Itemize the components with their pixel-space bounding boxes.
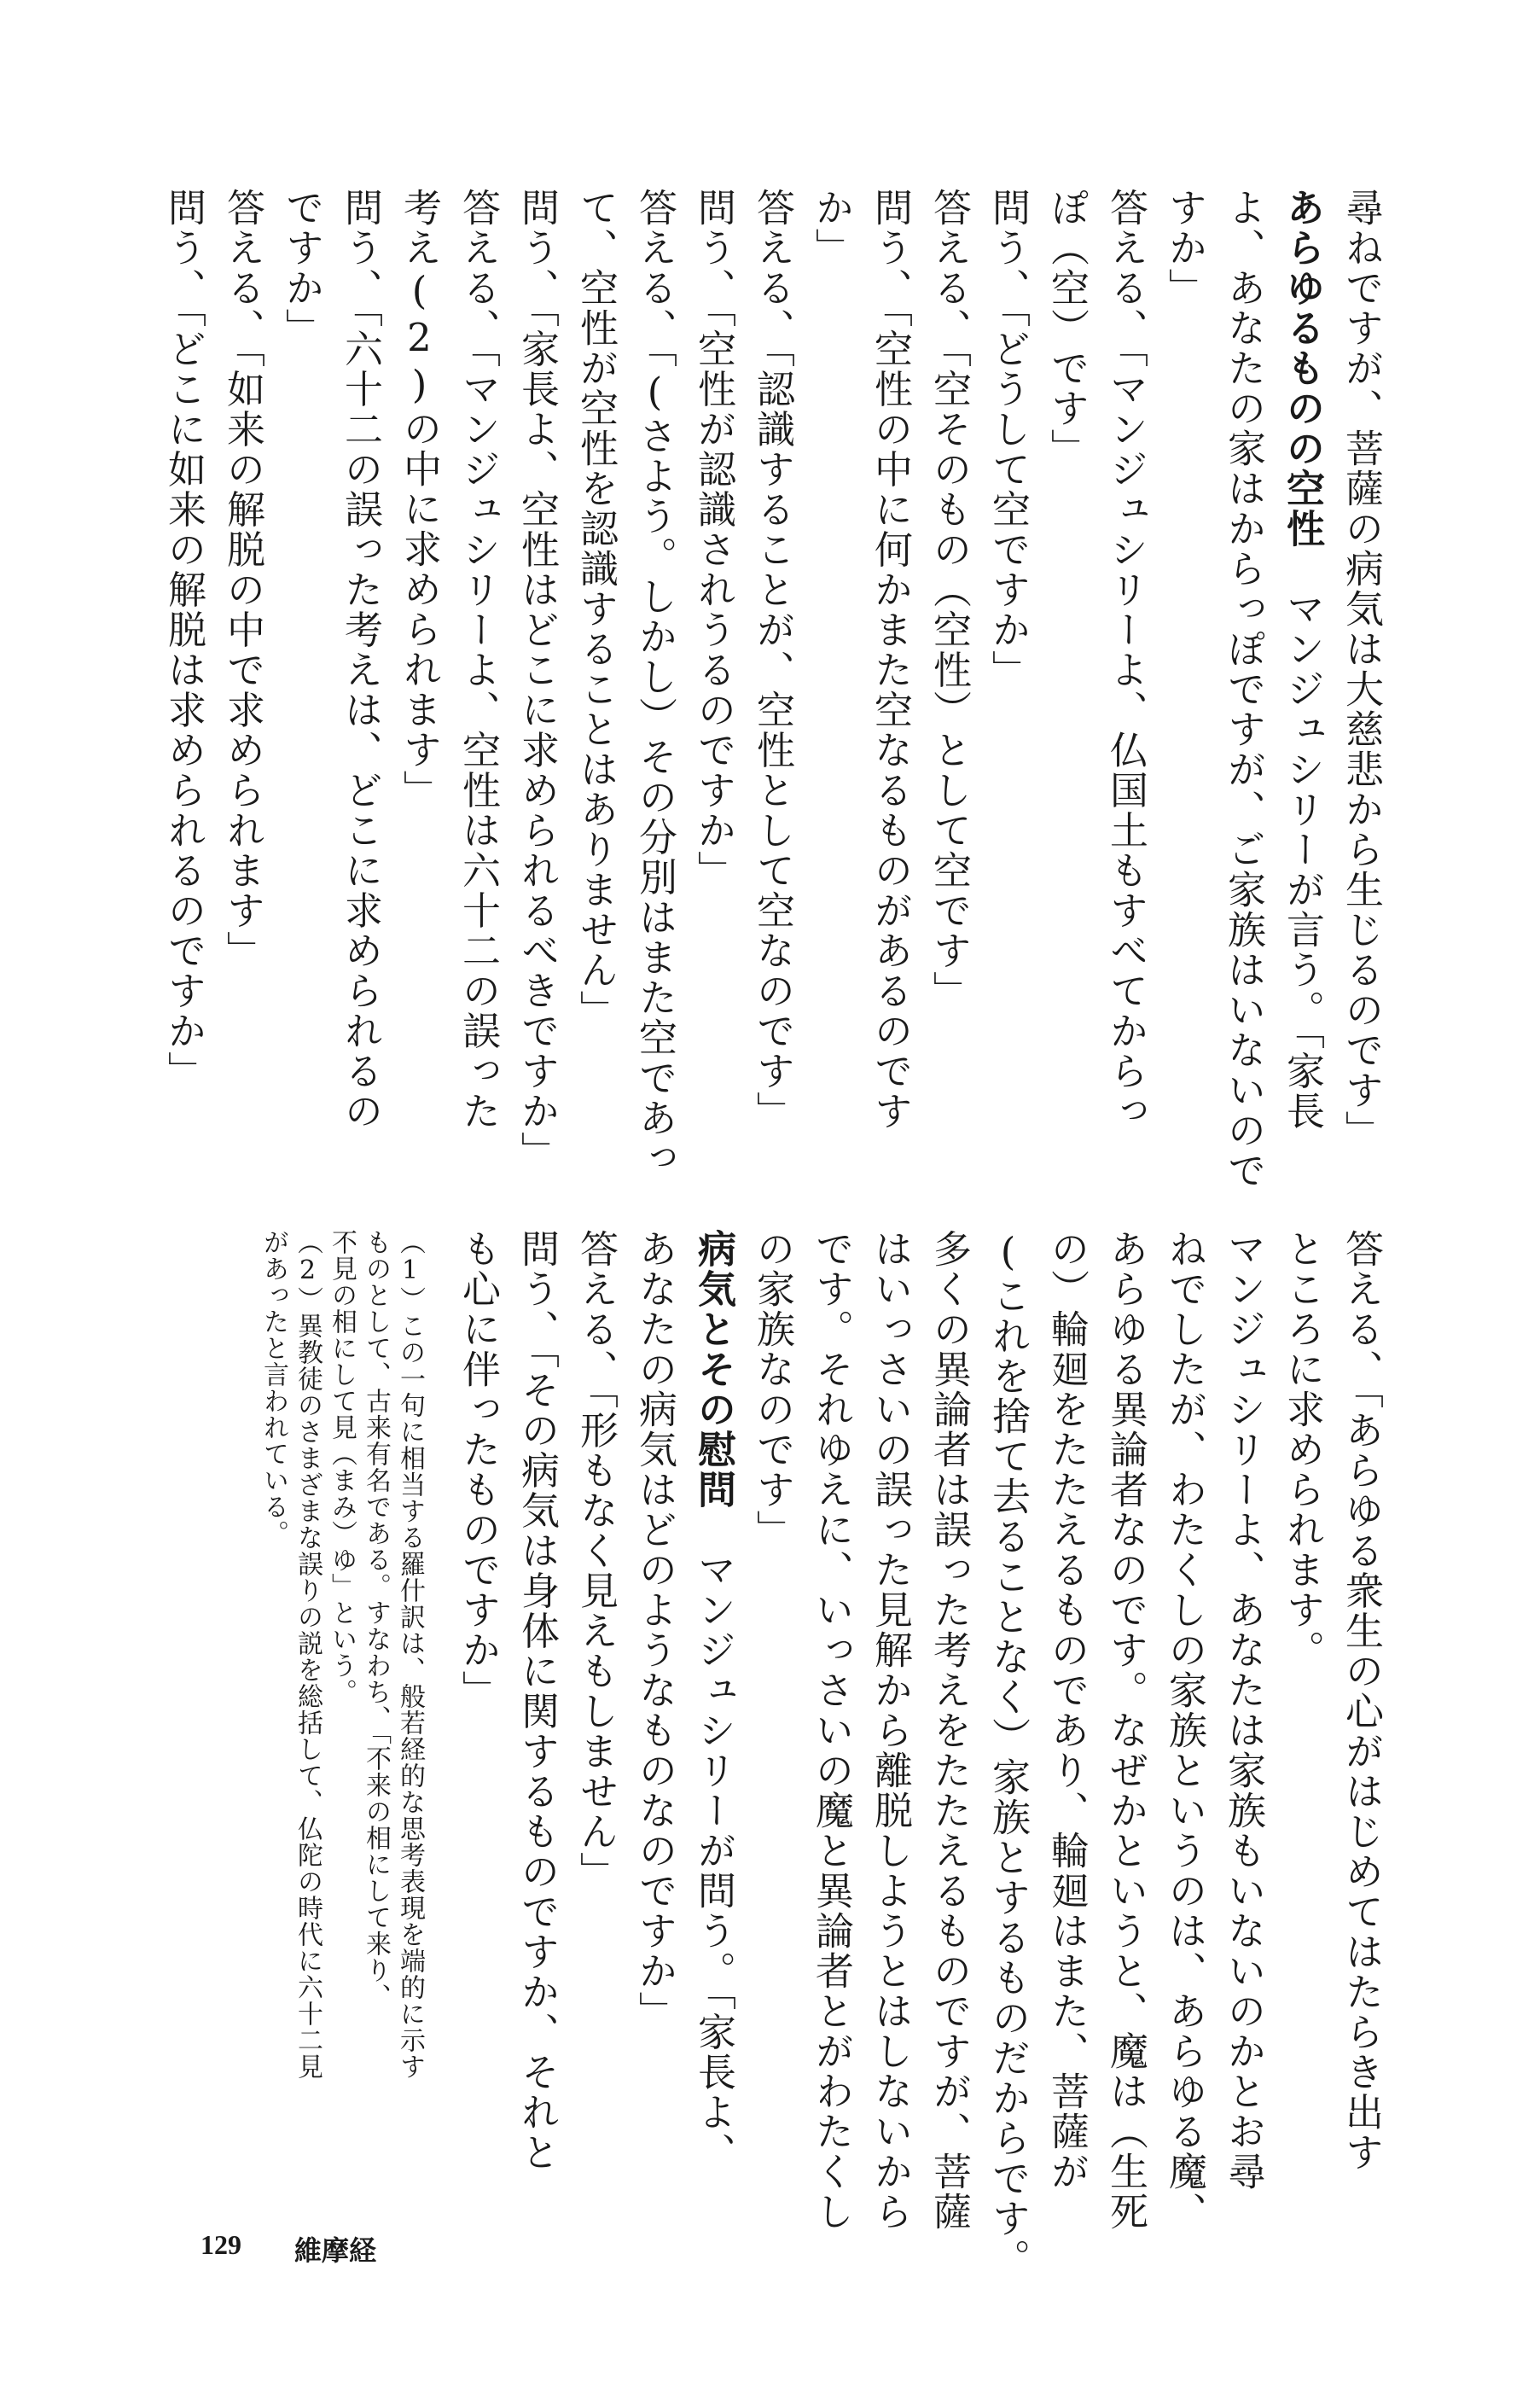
text-column: 問う、「家長よ、空性はどこに求められるべきですか」 (514, 188, 560, 1172)
text-column: 問う、「どこに如来の解脱は求められるのですか」 (161, 188, 206, 1092)
text-column: 尋ねですが、菩薩の病気は大慈悲から生じるのです」 (1339, 188, 1384, 1150)
text-column: あなたの病気はどのようなものなのですか」 (632, 1229, 677, 2031)
text-column: ところに求められます。 (1280, 1229, 1325, 1670)
text-column: 考え(2)の中に求められます」 (397, 188, 442, 810)
text-column: です。それゆえに、いっさいの魔と異論者とがわたくし (809, 1229, 854, 2232)
text-column: ですか」 (279, 188, 324, 348)
text-column: 問う、「どうして空ですか」 (985, 188, 1031, 690)
text-column: マンジュシリーよ、あなたは家族もいないのかとお尋 (1221, 1229, 1266, 2192)
text-column: の家族なのです」 (750, 1229, 795, 1550)
text-column: も心に伴ったものですか」 (456, 1229, 501, 1710)
text-column: ねでしたが、わたくしの家族というのは、あらゆる魔、 (1162, 1229, 1207, 2232)
footnote: ものとして、古来有名である。すなわち、「不来の相にして来り、 (361, 1229, 391, 2010)
section-heading: あらゆるものの空性 (1280, 188, 1325, 549)
text-column: か」 (809, 188, 854, 268)
footnote: があったと言われている。 (259, 1229, 288, 1546)
text-column: 答える、「如来の解脱の中で求められます」 (220, 188, 265, 971)
section-heading: 病気とその慰問 (691, 1229, 736, 1510)
text-column: はいっさいの誤った見解から離脱しようとはしないから (868, 1229, 913, 2232)
text-column: あらゆるものの空性 マンジュシリーが言う。「家長 (1280, 188, 1325, 1132)
footnote: （1）この一句に相当する羅什訳は、般若経的な思考表現を端的に示す (395, 1229, 425, 2080)
text-column: あらゆる異論者なのです。なぜかというと、魔は（生死 (1103, 1229, 1148, 2232)
page-number: 129 (200, 2229, 241, 2260)
text-column: (これを捨て去ることなく）家族とするものだからです。 (985, 1229, 1031, 2279)
text-column: の）輪廻をたたえるものであり、輪廻はまた、菩薩が (1044, 1229, 1090, 2192)
text-column: て、空性が空性を認識することはありません」 (573, 188, 619, 1030)
text-column: よ、あなたの家はからっぽですが、ご家族はいないので (1221, 188, 1266, 1191)
text-column: 答える、「マンジュシリーよ、空性は六十二の誤った (456, 188, 501, 1132)
text-column: 問う、「空性の中に何かまた空なるものがあるのです (868, 188, 913, 1132)
text-column: 答える、「形もなく見えもしません」 (573, 1229, 619, 1892)
running-title: 維摩経 (294, 2234, 377, 2267)
footnote: 不見の相にして見（まみ）ゆ」という。 (327, 1229, 357, 1705)
text-column: 病気とその慰問 マンジュシリーが問う。「家長よ、 (691, 1229, 736, 2173)
text-column: 答える、「(さよう。しかし）その分別はまた空であっ (632, 188, 677, 1179)
text-column: 答える、「マンジュシリーよ、仏国土もすべてからっ (1103, 188, 1148, 1132)
text-column: 多くの異論者は誤った考えをたたえるものですが、菩薩 (927, 1229, 972, 2232)
text-column: 答える、「認識することが、空性として空なのです」 (750, 188, 795, 1132)
text-column: 問う、「空性が認識されうるのですか」 (691, 188, 736, 891)
text-column: ぽ（空）です」 (1044, 188, 1090, 469)
text-column: 答える、「空そのもの（空性）として空です」 (927, 188, 972, 1011)
footnote: （2）異教徒のさまざまな誤りの説を総括して、仏陀の時代に六十二見 (293, 1229, 323, 2080)
text-column: 問う、「その病気は身体に関するものですか、それと (514, 1229, 560, 2173)
text-column: 問う、「六十二の誤った考えは、どこに求められるの (338, 188, 383, 1132)
text-column: 答える、「あらゆる衆生の心がはじめてはたらき出す (1339, 1229, 1384, 2173)
text-column: すか」 (1162, 188, 1207, 308)
upper-text-block (145, 188, 1391, 1191)
